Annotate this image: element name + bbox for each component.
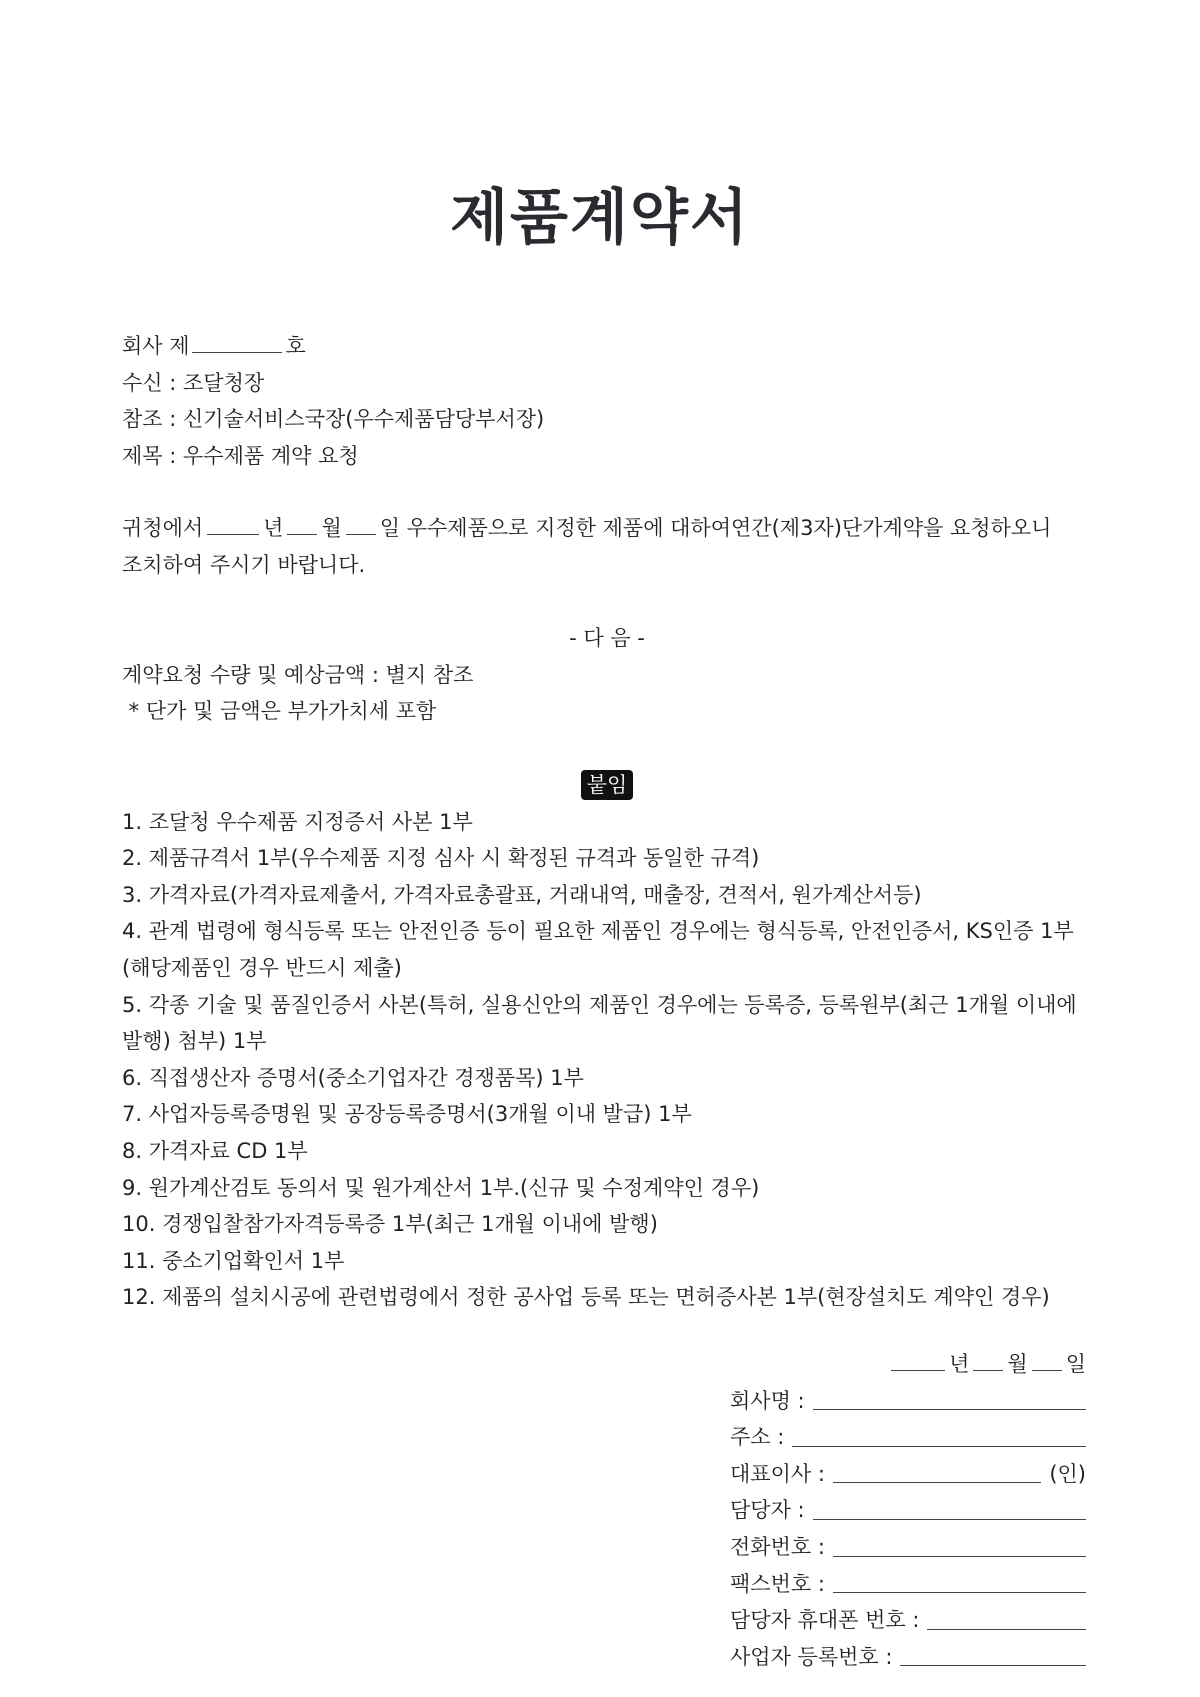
company-number-blank xyxy=(192,334,282,353)
phone-field[interactable] xyxy=(833,1555,1086,1557)
address-field[interactable] xyxy=(792,1445,1086,1447)
fax-row xyxy=(730,1566,1086,1603)
phone-label: 전화번호 : xyxy=(730,1534,825,1559)
sign-month-label: 월 xyxy=(1007,1352,1028,1376)
request-paragraph xyxy=(122,510,1092,583)
request-rest: 일 우수제품으로 지정한 제품에 대하여연간(제3자)단가계약을 요청하오니 xyxy=(379,516,1052,540)
attachment-item-2: 2. 제품규격서 1부(우수제품 지정 심사 시 확정된 규격과 동일한 규격) xyxy=(122,846,760,871)
sign-year-label: 년 xyxy=(949,1352,970,1376)
details-heading: - 다 음 - xyxy=(569,626,645,650)
mobile-row xyxy=(730,1602,1086,1639)
details-line-2: * 단가 및 금액은 부가가치세 포함 xyxy=(122,699,437,724)
sign-day-label: 일 xyxy=(1065,1352,1086,1376)
sign-day-blank xyxy=(1032,1352,1062,1371)
subject-line: 제목 : 우수제품 계약 요청 xyxy=(122,443,359,468)
month-blank xyxy=(287,516,317,535)
manager-label: 담당자 : xyxy=(730,1498,805,1523)
attachments-heading: 붙임 xyxy=(581,770,634,800)
attachment-item-1: 1. 조달청 우수제품 지정증서 사본 1부 xyxy=(122,809,473,834)
phone-row xyxy=(730,1529,1086,1566)
address-label: 주소 : xyxy=(730,1425,785,1450)
company-number-prefix: 회사 제 xyxy=(122,334,190,358)
sign-year-blank xyxy=(891,1352,945,1371)
recipient-line: 수신 : 조달청장 xyxy=(122,370,265,395)
business-number-row xyxy=(730,1639,1086,1676)
attachment-item-10: 10. 경쟁입찰참가자격등록증 1부(최근 1개월 이내에 발행) xyxy=(122,1212,658,1237)
reference-line: 참조 : 신기술서비스국장(우수제품담당부서장) xyxy=(122,407,545,432)
business-number-label: 사업자 등록번호 : xyxy=(730,1644,893,1669)
manager-field[interactable] xyxy=(813,1518,1086,1520)
month-label: 월 xyxy=(321,516,342,540)
mobile-label: 담당자 휴대폰 번호 : xyxy=(730,1608,920,1633)
company-number-suffix: 호 xyxy=(285,334,306,358)
header-block xyxy=(122,328,1092,474)
fax-label: 팩스번호 : xyxy=(730,1571,825,1596)
company-number-line xyxy=(122,328,1092,365)
year-label: 년 xyxy=(263,516,284,540)
document-title: 제품계약서 xyxy=(450,183,750,253)
manager-row xyxy=(730,1492,1086,1529)
request-line-2: 조치하여 주시기 바랍니다. xyxy=(122,552,366,577)
address-row xyxy=(730,1419,1086,1456)
sign-month-blank xyxy=(973,1352,1003,1371)
attachment-item-5: 5. 각종 기술 및 품질인증서 사본(특허, 실용신안의 제품인 경우에는 등록증, 등록원부(최근 1개월 이내에 발행) 첨부) 1부 xyxy=(122,992,1077,1054)
attachment-item-7: 7. 사업자등록증명원 및 공장등록증명서(3개월 이내 발급) 1부 xyxy=(122,1102,692,1127)
attachment-item-11: 11. 중소기업확인서 1부 xyxy=(122,1248,345,1273)
attachment-item-4: 4. 관계 법령에 형식등록 또는 안전인증 등이 필요한 제품인 경우에는 형식등록, 안전인증서, KS인증 1부(해당제품인 경우 반드시 제출) xyxy=(122,919,1074,980)
attachment-item-6: 6. 직접생산자 증명서(중소기업자간 경쟁품목) 1부 xyxy=(122,1065,584,1090)
business-number-field[interactable] xyxy=(900,1664,1086,1666)
company-name-row xyxy=(730,1383,1086,1420)
attachment-item-9: 9. 원가계산검토 동의서 및 원가계산서 1부.(신규 및 수정계약인 경우) xyxy=(122,1175,760,1200)
attachment-item-12: 12. 제품의 설치시공에 관련법령에서 정한 공사업 등록 또는 면허증사본 1부(현장설치도 계약인 경우) xyxy=(122,1285,1050,1310)
representative-row xyxy=(730,1456,1086,1493)
attachments-block xyxy=(122,767,1092,1316)
details-block xyxy=(122,620,1092,730)
request-line-1 xyxy=(122,510,1092,547)
seal-mark: (인) xyxy=(1049,1461,1086,1486)
request-start: 귀청에서 xyxy=(122,516,204,540)
fax-field[interactable] xyxy=(833,1591,1086,1593)
day-blank xyxy=(346,516,376,535)
attachment-item-8: 8. 가격자료 CD 1부 xyxy=(122,1138,308,1163)
signature-block xyxy=(730,1346,1086,1675)
representative-field[interactable] xyxy=(833,1481,1041,1483)
company-name-field[interactable] xyxy=(813,1408,1086,1410)
attachments-heading-row xyxy=(122,767,1092,804)
company-name-label: 회사명 : xyxy=(730,1388,805,1413)
representative-label: 대표이사 : xyxy=(730,1461,825,1486)
attachment-item-3: 3. 가격자료(가격자료제출서, 가격자료총괄표, 거래내역, 매출장, 견적서, 원가계산서등) xyxy=(122,882,922,907)
year-blank xyxy=(207,516,259,535)
details-line-1: 계약요청 수량 및 예상금액 : 별지 참조 xyxy=(122,662,474,687)
signature-date xyxy=(730,1346,1086,1383)
mobile-field[interactable] xyxy=(927,1628,1086,1630)
